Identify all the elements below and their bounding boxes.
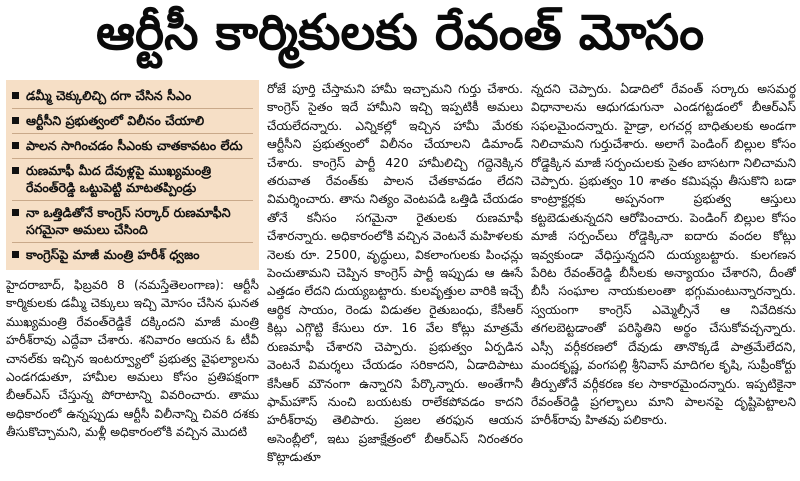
bullet-icon	[12, 117, 19, 124]
article-columns	[6, 80, 796, 479]
highlight-text: పాలన సాగించడం సీఎంకు చాతకావటం లేదు	[26, 138, 243, 153]
highlight-item	[12, 134, 253, 159]
highlight-item	[12, 201, 253, 243]
body-text-col3: న్నదని చెప్పారు. ఏడాదిలో రేవంత్ సర్కారు అసమర్థ విధానాలను ఆధుగడుగునా ఎండగట్టడంలో బీఆర్‌ఎస్ సఫలమైందన్నారు. హైడ్రా, లగచర్ల బాధితులకు అండగా నిలిచామని గుర్తుచేశారు. అలాగే పెండింగ్ బిల్లుల కోసం రోడ్డెక్కిన మాజీ సర్పంచులకు సైతం బాసటగా నిలిచామని చెప్పారు. ప్రభుత్వం 10 శాతం కమిషన్లు తీసుకొని బడా కాంట్రాక్టర్లకు అప్పనంగా ప్రభుత్వ ఆస్తులు కట్టబెడుతున్నదని ఆరోపించారు. పెండింగ్ బిల్లుల కోసం మాజీ సర్పంచ్‌లు రోడ్డెక్కినా ఐదారు వందల కోట్లు ఇవ్వకుండా వేధిస్తున్నదని దుయ్యబట్టారు. కులగణన పేరిట రేవంత్‌రెడ్డి బీసీలకు అన్యాయం చేశారని, దీంతో బీసీ సంఘాల నాయకులంతా భగ్గుమంటున్నారన్నారు. స్వయంగా కాంగ్రెస్ ఎమ్మెల్సీనే ఆ నివేదికను తగలబెట్టడాంతో పరిస్థితిని అర్థం చేసుకోవచ్చన్నారు. ఎస్సీ వర్గీకరణలో దేవుడు తానొక్కడే పాత్రమేలేదని, మందకృష్ణ, వంగపల్లి శ్రీనివాస్ మాదిగల కృషి, సుప్రీంకోర్టు తీర్పుతోనే వర్గీకరణ కల సాకారమైందన్నారు. ఇప్పటికైనా రేవంత్‌రెడ్డి ప్రగల్భాలు మాని పాలనపై దృష్టిపెట్టాలని హరీశ్‌రావు హితవు పలికారు.	[531, 82, 796, 428]
column-3	[531, 80, 796, 479]
column-2	[267, 80, 523, 479]
highlight-text: కాంగ్రెస్‌పై మాజీ మంత్రి హరీశ్ ధ్వజం	[26, 247, 200, 262]
highlight-item	[12, 159, 253, 201]
highlight-text: డమ్మీ చెక్కులిచ్చి దగా చేసిన సీఎం	[26, 88, 192, 103]
column-1	[6, 80, 259, 479]
highlight-item	[12, 84, 253, 109]
highlights-box	[6, 80, 259, 270]
bullet-icon	[12, 251, 19, 258]
highlight-text: నా ఒత్తిడితోనే కాంగ్రెస్ సర్కార్ రుణమాఫీని సగమైనా అమలు చేసింది	[26, 205, 231, 237]
highlight-text: ఆర్టీసీని ప్రభుత్వంలో విలీనం చేయాలి	[26, 113, 205, 128]
highlight-text: రుణమాఫీ మీద దేవుళ్లపై ముఖ్యమంత్రి రేవంత్‌రెడ్డి ఒట్టుపెట్టి మాటతప్పిండ్రు	[26, 163, 212, 195]
bullet-icon	[12, 167, 19, 174]
body-text-col1: హైదరాబాద్, ఫిబ్రవరి 8 (నమస్తేతెలంగాణ): ఆర్టీసీ కార్మికులకు డమ్మీ చెక్కులు ఇచ్చి మోసం చేసిన ఘనత ముఖ్యమంత్రి రేవంత్‌రెడ్డికే దక్కిందని మాజీ మంత్రి హరీశ్‌రావు ఎద్దేవా చేశారు. శనివారం ఆయన ఓ టీవీ చానల్‌కు ఇచ్చిన ఇంటర్వ్యూలో ప్రభుత్వ వైఫల్యాలను ఎండగడుతూ, హామీల అమలు కోసం ప్రతిపక్షంగా బీఆర్‌ఎస్ చేస్తున్న పోరాటాన్ని వివరించారు. తాము అధికారంలో ఉన్నప్పుడు ఆర్టీసీ విలీనాన్ని చివరి దశకు తీసుకొచ్చామని, మళ్లీ అధికారంలోకి వచ్చిన మొదటి	[6, 278, 259, 440]
highlight-item	[12, 109, 253, 134]
article-headline: ఆర్టీసీ కార్మికులకు రేవంత్ మోసం	[95, 3, 705, 61]
bullet-icon	[12, 92, 19, 99]
body-text-col2: రోజే పూర్తి చేస్తామని హామీ ఇచ్చామని గుర్తు చేశారు. కాంగ్రెస్ సైతం ఇదే హామీని ఇచ్చి ఇప్పటికీ అమలు చేయలేదన్నారు. ఎన్నికల్లో ఇచ్చిన హామీ మేరకు ఆర్టీసీని ప్రభుత్వంలో విలీనం చేయాలని డిమాండ్ చేశారు. కాంగ్రెస్ పార్టీ 420 హామీలిచ్చి గద్దెనెక్కిన తరువాత రేవంత్‌కు పాలన చేతకావడం లేదని విమర్శించారు. తాను నిత్యం వెంటపడి ఒత్తిడి చేయడం తోనే కనీసం సగమైనా రైతులకు రుణమాఫీ చేశారన్నారు. అధికారంలోకి వచ్చిన వెంటనే మహిళలకు నెలకు రూ. 2500, వృద్ధులు, వికలాంగులకు పింఛన్లు పెంచుతామని చెప్పిన కాంగ్రెస్ పార్టీ ఇప్పుడు ఆ ఊసే ఎత్తడం లేదని దుయ్యబట్టారు. కులవృత్తుల వారికి ఇచ్చే ఆర్థిక సాయం, రెండు విడుతల రైతుబంధు, కేసీఆర్ కిట్లు ఎగ్గొట్టి కేసులు రూ. 16 వేల కోట్లు మాత్రమే రుణమాఫీ చేశారని చెప్పారు. ప్రభుత్వం ఏర్పడిన వెంటనే విమర్శలు చేయడం సరికాదని, ఏడాదిపాటు కేసీఆర్ మౌనంగా ఉన్నారని పేర్కొన్నారు. అంతేగానీ ఫామ్‌హౌస్ నుంచి బయటకు రాలేకపోవడం కాదని హరీశ్‌రావు తెలిపారు. ప్రజల తరఫున ఆయన అసెంబ్లీలో, ఇటు ప్రజాక్షేత్రంలో బీఆర్‌ఎస్ నిరంతరం కొట్లాడుతూ	[267, 82, 523, 465]
highlight-item	[12, 243, 253, 267]
bullet-icon	[12, 209, 19, 216]
bullet-icon	[12, 142, 19, 149]
